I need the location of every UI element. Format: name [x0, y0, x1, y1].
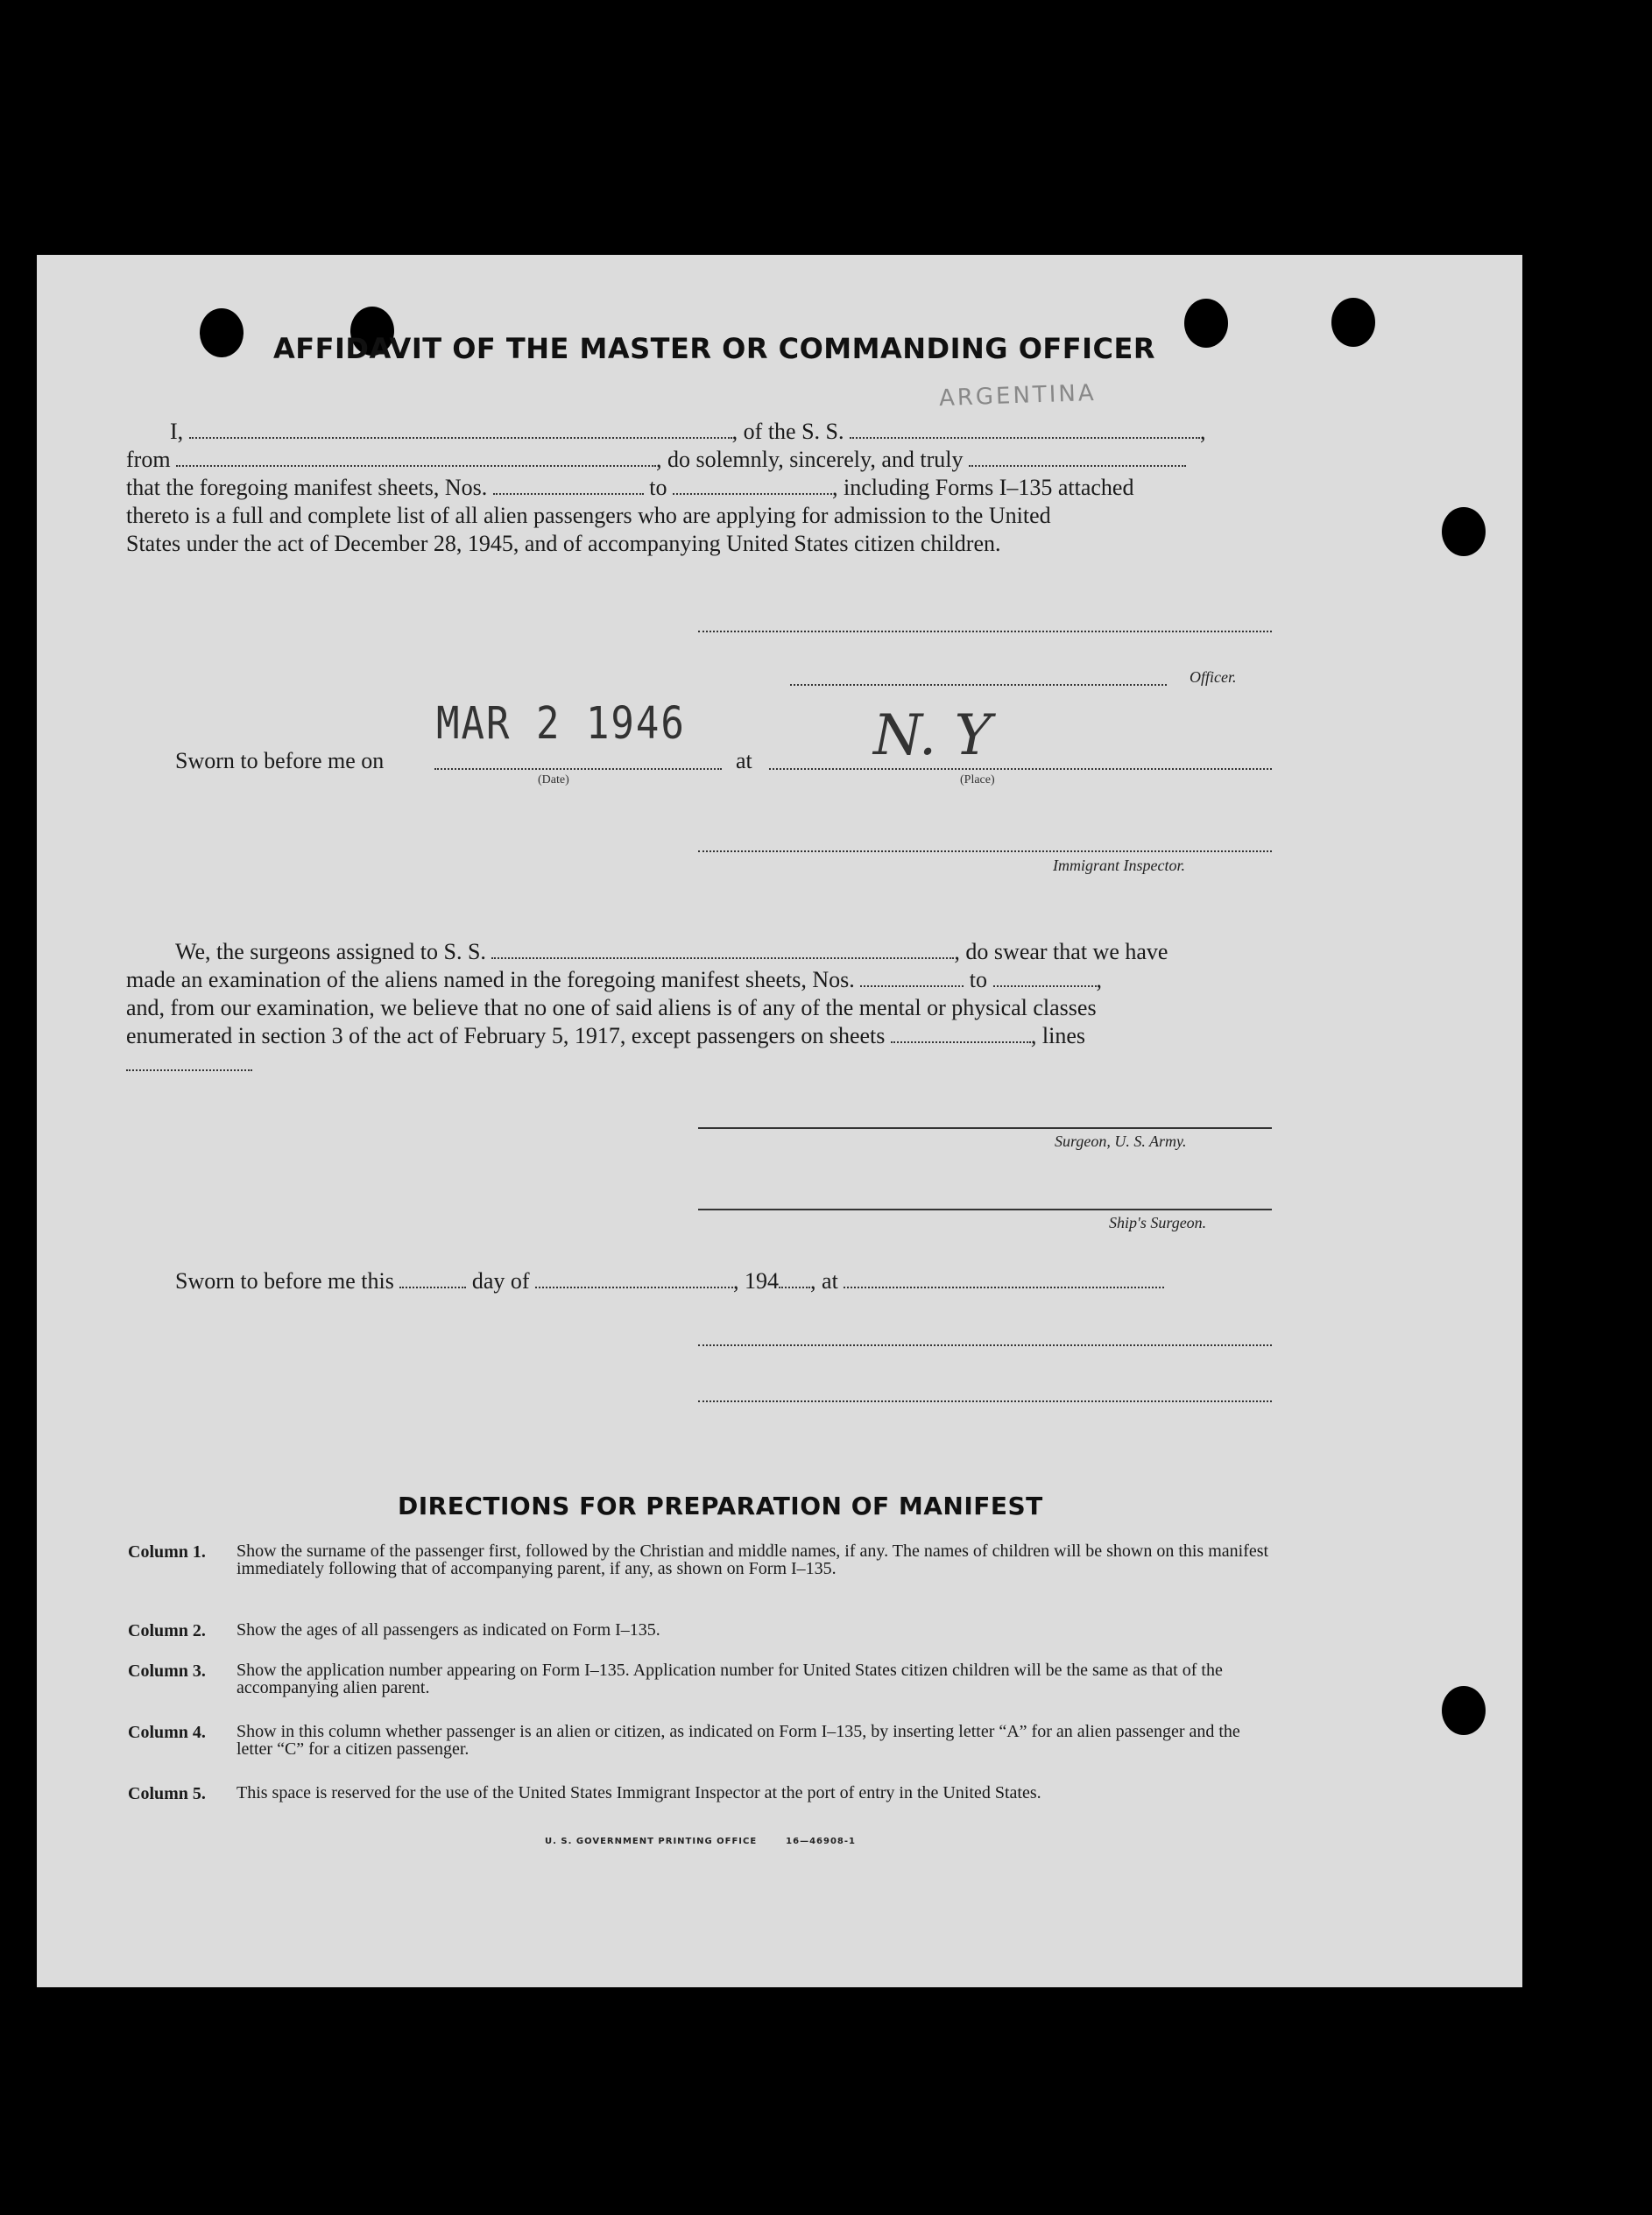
surgeons-sheet-to-field[interactable]	[993, 970, 1097, 987]
sworn-2-label: Sworn to before me this	[175, 1268, 394, 1294]
army-surgeon-label: Surgeon, U. S. Army.	[1055, 1132, 1187, 1150]
affidavit-line-1	[170, 418, 1206, 446]
directions-title: DIRECTIONS FOR PREPARATION OF MANIFEST	[398, 1492, 1043, 1520]
surgeons-ss-label: We, the surgeons assigned to S. S.	[175, 939, 486, 964]
surgeons-sheet-from-field[interactable]	[860, 970, 964, 987]
date-stamp: MAR 2 1946	[436, 698, 686, 750]
punch-hole	[1184, 299, 1228, 348]
direction-label: Column 4.	[128, 1723, 206, 1742]
signature-line[interactable]	[698, 631, 1272, 632]
signature-line[interactable]	[698, 1344, 1272, 1346]
affidavit-line-3	[126, 474, 1133, 502]
comma: ,	[1200, 419, 1206, 444]
surgeons-ship-field[interactable]	[491, 942, 954, 959]
form-number: 16—46908-1	[786, 1837, 856, 1846]
month-field[interactable]	[535, 1271, 733, 1288]
punch-hole	[1331, 298, 1375, 347]
direction-label: Column 1.	[128, 1542, 206, 1562]
year-prefix: , 194	[733, 1268, 780, 1294]
place-field[interactable]	[769, 768, 1272, 770]
affidavit-of-ss: , of the S. S.	[731, 419, 844, 444]
date-field[interactable]	[434, 768, 722, 770]
surgeons-to-label: to	[969, 967, 987, 992]
ship-surgeon-label: Ship's Surgeon.	[1109, 1214, 1207, 1231]
surgeons-line-2	[126, 966, 1102, 994]
printer-imprint	[545, 1837, 856, 1846]
surgeons-line-3: and, from our examination, we believe that no one of said aliens is of any of the mental or physical classes	[126, 995, 1097, 1020]
truly-field[interactable]	[969, 449, 1186, 467]
comma: ,	[1096, 967, 1102, 992]
affidavit-forms-label: , including Forms I–135 attached	[832, 475, 1134, 500]
affidavit-from: from	[126, 447, 171, 472]
affidavit-solemnly: , do solemnly, sincerely, and truly	[656, 447, 964, 472]
punch-hole	[1442, 1686, 1486, 1735]
direction-text: This space is reserved for the use of the United States Immigrant Inspector at the port of entry in the United States.	[237, 1783, 1041, 1802]
surgeons-lines-label: , lines	[1030, 1023, 1086, 1048]
name-field[interactable]	[189, 421, 732, 439]
except-sheets-field[interactable]	[891, 1026, 1031, 1043]
direction-label: Column 5.	[128, 1784, 206, 1803]
direction-text: Show in this column whether passenger is an alien or citizen, as indicated on Form I–135, by inserting letter “A” for an alien passenger and the letter “C” for a citizen passenger.	[237, 1722, 1240, 1759]
affidavit-line-2	[126, 446, 1186, 474]
date-caption: (Date)	[538, 773, 569, 787]
surgeons-line-4	[126, 1022, 1085, 1050]
printer-name: U. S. GOVERNMENT PRINTING OFFICE	[545, 1837, 758, 1846]
except-lines-field[interactable]	[126, 1069, 252, 1071]
signature-line[interactable]	[698, 1400, 1272, 1402]
punch-hole	[200, 308, 244, 357]
direction-label: Column 3.	[128, 1661, 206, 1681]
page-title: AFFIDAVIT OF THE MASTER OR COMMANDING OFFICER	[273, 332, 1155, 365]
sheet-from-field[interactable]	[493, 477, 644, 495]
affidavit-line-4: thereto is a full and complete list of all alien passengers who are applying for admission to the United	[126, 503, 1051, 528]
direction-text: Show the surname of the passenger first, followed by the Christian and middle names, if any. The names of children will be shown on this manifest immediately following that of accompanying parent, if any, as shown on Form I–135.	[237, 1541, 1269, 1578]
inspector-label: Immigrant Inspector.	[1053, 857, 1185, 874]
ship-surgeon-signature-line[interactable]	[698, 1209, 1272, 1210]
affidavit-nos-label: that the foregoing manifest sheets, Nos.	[126, 475, 488, 500]
sworn-label: Sworn to before me on	[175, 748, 385, 773]
surgeons-line-1	[175, 938, 1168, 966]
direction-text: Show the ages of all passengers as indicated on Form I–135.	[237, 1620, 660, 1640]
at-label: at	[736, 748, 752, 773]
sheet-to-field[interactable]	[673, 477, 832, 495]
ship-name-field[interactable]	[850, 421, 1200, 439]
sworn-2-line	[175, 1267, 1164, 1295]
sworn-2-at-label: , at	[810, 1268, 838, 1294]
direction-text: Show the application number appearing on Form I–135. Application number for United States citizen children will be the same as that of the accompanying alien parent.	[237, 1661, 1223, 1697]
form-sheet	[37, 255, 1522, 1987]
affidavit-i: I,	[170, 419, 184, 444]
surgeons-sheets-label: enumerated in section 3 of the act of February 5, 1917, except passengers on sheets	[126, 1023, 886, 1048]
sworn-2-place-field[interactable]	[844, 1271, 1164, 1288]
place-caption: (Place)	[960, 773, 995, 787]
from-port-field[interactable]	[176, 449, 656, 467]
punch-hole	[1442, 507, 1486, 556]
inspector-signature-line[interactable]	[698, 850, 1272, 852]
affidavit-to-label: to	[649, 475, 667, 500]
ship-name-stamp: ARGENTINA	[938, 379, 1098, 413]
army-surgeon-signature-line[interactable]	[698, 1127, 1272, 1129]
day-field[interactable]	[399, 1271, 466, 1288]
day-of-label: day of	[471, 1268, 530, 1294]
officer-line[interactable]	[790, 684, 1167, 686]
surgeons-nos-label: made an examination of the aliens named in the foregoing manifest sheets, Nos.	[126, 967, 855, 992]
officer-label: Officer.	[1190, 668, 1237, 686]
direction-label: Column 2.	[128, 1621, 206, 1640]
place-handwritten: N. Y	[873, 703, 992, 768]
surgeons-swear-label: , do swear that we have	[954, 939, 1168, 964]
affidavit-line-5: States under the act of December 28, 1945, and of accompanying United States citizen children.	[126, 531, 1001, 556]
year-field[interactable]	[779, 1271, 810, 1288]
